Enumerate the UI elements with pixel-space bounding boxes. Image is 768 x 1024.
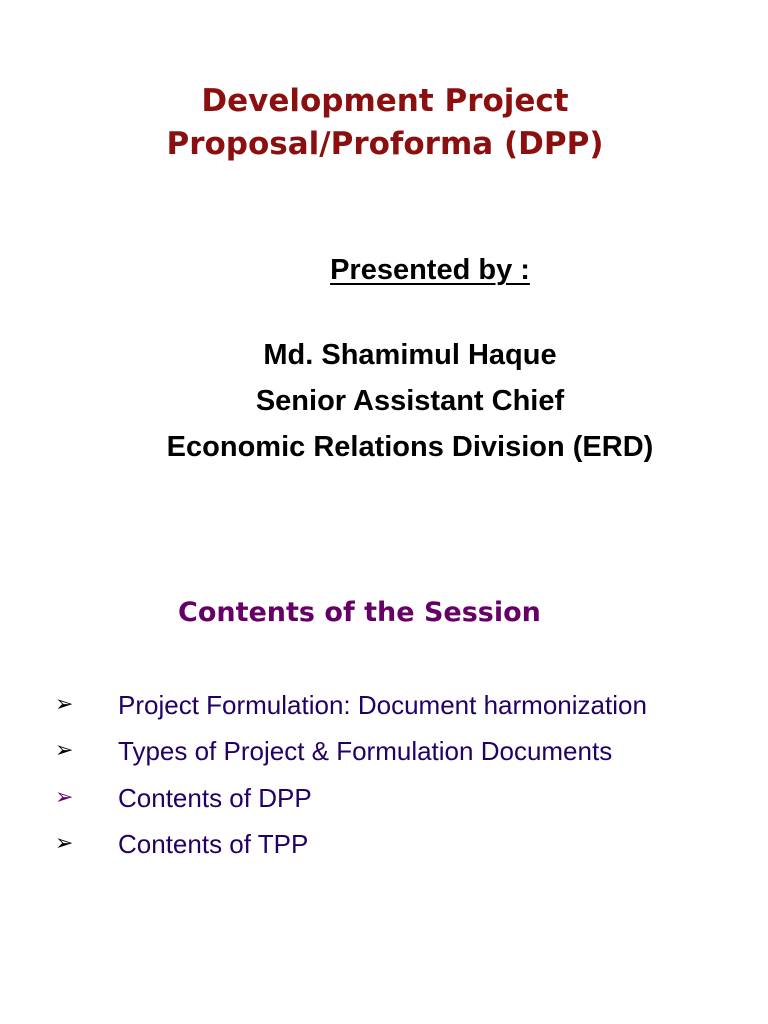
list-item — [55, 783, 647, 829]
arrow-bullet-icon: ➢ — [55, 692, 74, 717]
list-item-text: Types of Project & Formulation Documents — [118, 736, 613, 767]
arrow-bullet-icon: ➢ — [55, 738, 74, 764]
arrow-bullet-icon: ➢ — [55, 830, 74, 856]
list-item-text: Project Formulation: Document harmonization — [118, 690, 647, 720]
list-item — [55, 736, 647, 782]
presenter-name: Md. Shamimul Haque — [263, 339, 557, 371]
list-item — [55, 829, 647, 875]
section-heading: Contents of the Session — [178, 597, 541, 628]
title-line-2: Proposal/Proforma (DPP) — [166, 126, 604, 162]
list-item-text: Contents of TPP — [118, 828, 309, 859]
arrow-bullet-icon: ➢ — [55, 784, 74, 810]
presenter-role: Senior Assistant Chief — [255, 385, 565, 417]
contents-list — [55, 690, 647, 875]
presented-by-label: Presented by : — [330, 254, 530, 286]
title-line-1: Development Project — [201, 83, 569, 119]
list-item-text: Contents of DPP — [118, 782, 312, 813]
list-item — [55, 690, 647, 736]
presenter-organization: Economic Relations Division (ERD) — [166, 431, 654, 463]
